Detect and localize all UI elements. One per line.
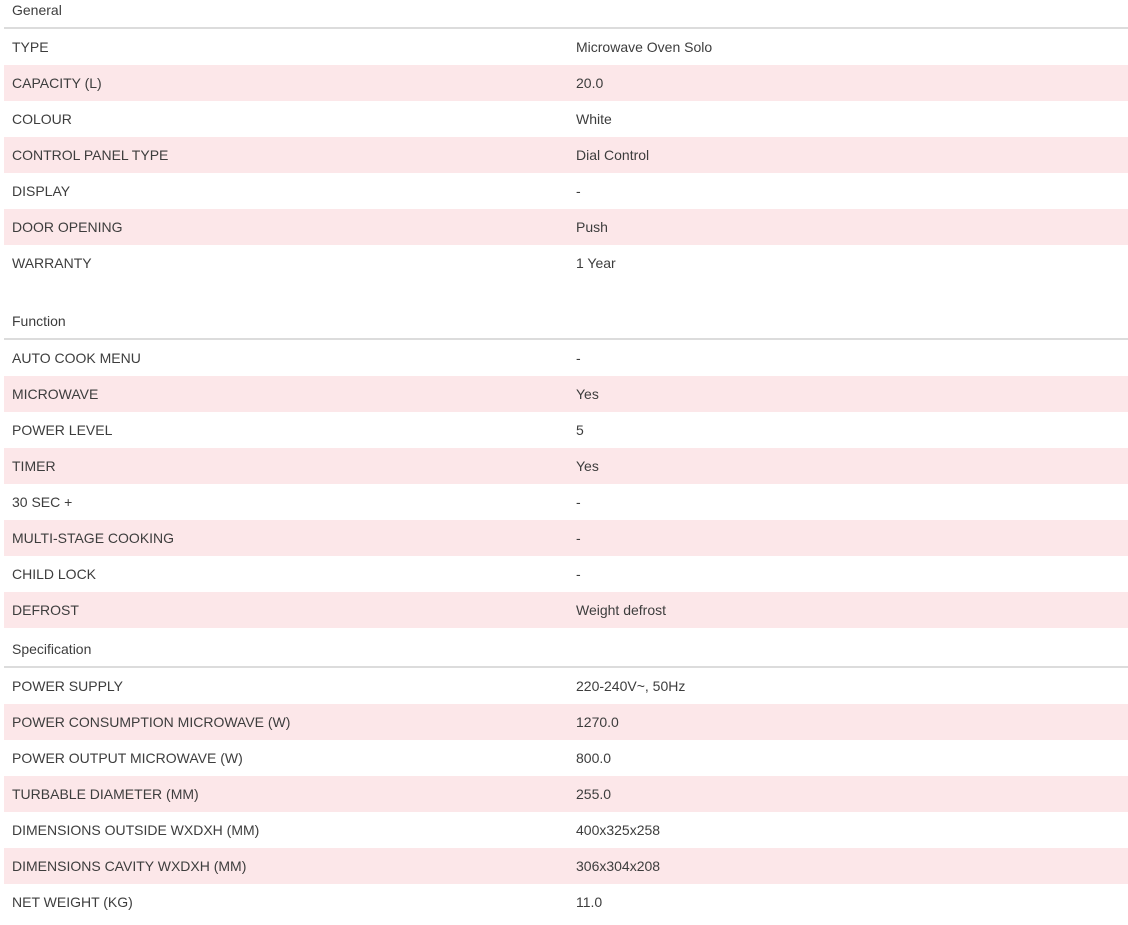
row-value: 20.0 [576,75,604,91]
spec-row [4,484,1128,520]
spec-section [4,311,1128,628]
row-value: 1 Year [576,255,616,271]
row-value: - [576,350,581,366]
row-value: 400x325x258 [576,822,661,838]
row-value: - [576,566,581,582]
row-value: 306x304x208 [576,858,661,874]
section-rows [4,668,1128,920]
row-label: DISPLAY [12,183,71,199]
row-label: DIMENSIONS OUTSIDE WXDXH (MM) [12,822,260,838]
row-value: Dial Control [576,147,650,163]
spec-row [4,520,1128,556]
spec-row [4,776,1128,812]
spec-table [4,0,1128,920]
spec-row [4,848,1128,884]
spec-row [4,173,1128,209]
spec-row [4,740,1128,776]
row-value: 800.0 [576,750,612,766]
section-title: Specification [4,639,1128,668]
row-label: TYPE [12,39,49,55]
row-value: - [576,530,581,546]
row-label: DIMENSIONS CAVITY WXDXH (MM) [12,858,247,874]
spec-row [4,704,1128,740]
spec-row [4,65,1128,101]
row-label: NET WEIGHT (KG) [12,894,133,910]
row-label: POWER OUTPUT MICROWAVE (W) [12,750,243,766]
row-value: 11.0 [576,894,603,910]
spec-section [4,639,1128,920]
section-rows [4,340,1128,628]
section-title: Function [4,311,1128,340]
spec-row [4,812,1128,848]
row-label: AUTO COOK MENU [12,350,141,366]
row-label: WARRANTY [12,255,92,271]
row-label: MULTI-STAGE COOKING [12,530,175,546]
row-value: Yes [576,386,599,402]
row-value: 220-240V~, 50Hz [576,678,686,694]
spec-row [4,245,1128,281]
row-value: 255.0 [576,786,612,802]
row-value: 5 [576,422,584,438]
row-value: - [576,183,581,199]
row-label: POWER SUPPLY [12,678,123,694]
spec-row [4,137,1128,173]
spec-row [4,556,1128,592]
row-label: CONTROL PANEL TYPE [12,147,169,163]
spec-row [4,340,1128,376]
row-label: POWER LEVEL [12,422,113,438]
row-label: COLOUR [12,111,72,127]
row-label: 30 SEC + [12,494,73,510]
row-value: - [576,494,581,510]
spec-row [4,884,1128,920]
row-value: Yes [576,458,599,474]
section-title: General [4,0,1128,29]
spec-row [4,209,1128,245]
row-value: Microwave Oven Solo [576,39,713,55]
row-label: DEFROST [12,602,79,618]
row-label: TURBABLE DIAMETER (MM) [12,786,199,802]
spec-row [4,412,1128,448]
row-label: POWER CONSUMPTION MICROWAVE (W) [12,714,291,730]
row-value: 1270.0 [576,714,619,730]
spec-row [4,668,1128,704]
row-label: TIMER [12,458,56,474]
row-label: CHILD LOCK [12,566,97,582]
spec-row [4,448,1128,484]
spec-row [4,101,1128,137]
spec-row [4,376,1128,412]
row-label: DOOR OPENING [12,219,123,235]
row-label: CAPACITY (L) [12,75,102,91]
spec-section [4,0,1128,281]
spec-row [4,592,1128,628]
row-value: Push [576,219,608,235]
row-value: White [576,111,612,127]
section-rows [4,29,1128,281]
spec-row [4,29,1128,65]
row-value: Weight defrost [576,602,667,618]
row-label: MICROWAVE [12,386,99,402]
